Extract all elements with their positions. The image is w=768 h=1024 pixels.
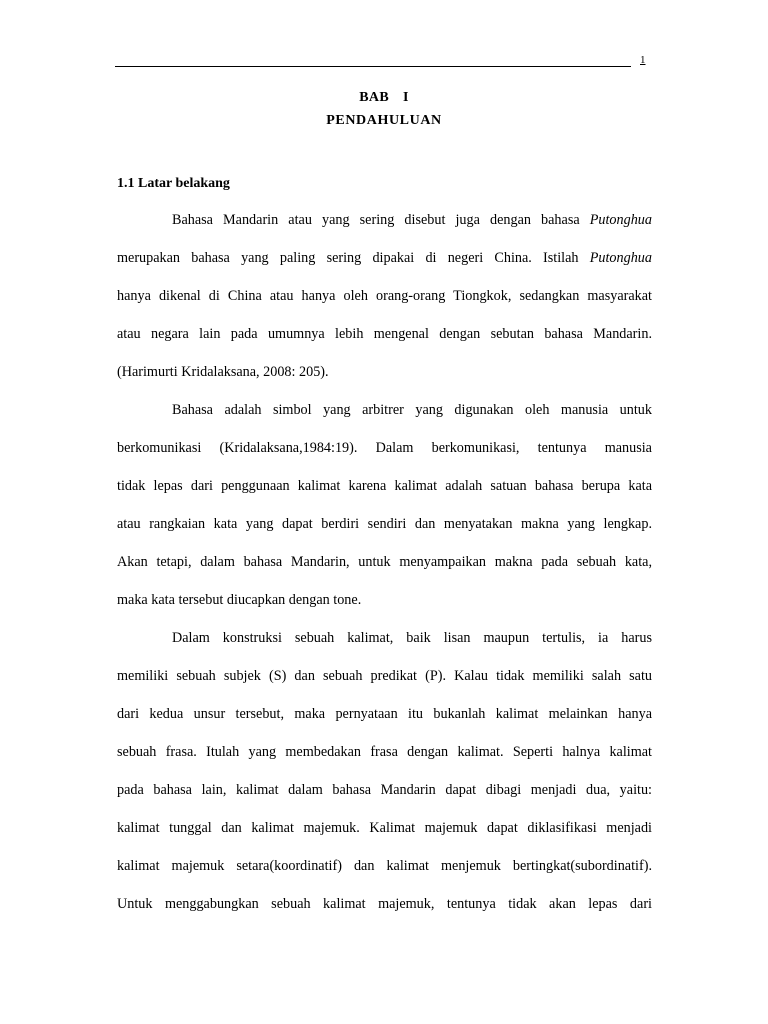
chapter-title: PENDAHULUAN xyxy=(326,113,442,128)
paragraph-line: Untuk menggabungkan sebuah kalimat majemuk, tentunya tidak akan lepas dari xyxy=(117,896,652,912)
paragraph-line xyxy=(117,248,652,268)
italic-term: Putonghua xyxy=(589,250,652,266)
paragraph-line: hanya dikenal di China atau hanya oleh orang-orang Tiongkok, sedangkan masyarakat xyxy=(117,288,652,304)
italic-term: Putonghua xyxy=(589,212,652,228)
text-run: merupakan bahasa yang paling sering dipakai di negeri China. Istilah xyxy=(117,250,590,266)
paragraph-line: sebuah frasa. Itulah yang membedakan frasa dengan kalimat. Seperti halnya kalimat xyxy=(117,744,652,760)
section-heading: 1.1 Latar belakang xyxy=(117,176,230,191)
paragraph-line: atau rangkaian kata yang dapat berdiri sendiri dan menyatakan makna yang lengkap. xyxy=(117,516,652,532)
text-run: Bahasa Mandarin atau yang sering disebut juga dengan bahasa xyxy=(172,212,590,228)
paragraph-line: pada bahasa lain, kalimat dalam bahasa Mandarin dapat dibagi menjadi dua, yaitu: xyxy=(117,782,652,798)
paragraph-line: (Harimurti Kridalaksana, 2008: 205). xyxy=(117,364,329,380)
paragraph-line: Dalam konstruksi sebuah kalimat, baik lisan maupun tertulis, ia harus xyxy=(172,630,652,646)
paragraph-line xyxy=(172,210,652,230)
paragraph-line: berkomunikasi (Kridalaksana,1984:19). Dalam berkomunikasi, tentunya manusia xyxy=(117,440,652,456)
paragraph-line: kalimat majemuk setara(koordinatif) dan kalimat menjemuk bertingkat(subordinatif). xyxy=(117,858,652,874)
paragraph-line: dari kedua unsur tersebut, maka pernyataan itu bukanlah kalimat melainkan hanya xyxy=(117,706,652,722)
paragraph-line: kalimat tunggal dan kalimat majemuk. Kalimat majemuk dapat diklasifikasi menjadi xyxy=(117,820,652,836)
paragraph-line: tidak lepas dari penggunaan kalimat karena kalimat adalah satuan bahasa berupa kata xyxy=(117,478,652,494)
paragraph-line: atau negara lain pada umumnya lebih mengenal dengan sebutan bahasa Mandarin. xyxy=(117,326,652,342)
header-rule xyxy=(115,66,631,67)
chapter-label xyxy=(0,90,768,106)
chapter-word: BAB xyxy=(359,90,389,105)
chapter-number: I xyxy=(402,90,409,105)
paragraph-line: Akan tetapi, dalam bahasa Mandarin, untuk menyampaikan makna pada sebuah kata, xyxy=(117,554,652,570)
paragraph-line: maka kata tersebut diucapkan dengan tone. xyxy=(117,592,362,608)
paragraph-line: Bahasa adalah simbol yang arbitrer yang digunakan oleh manusia untuk xyxy=(172,402,652,418)
page-number: 1 xyxy=(640,54,646,66)
paragraph-line: memiliki sebuah subjek (S) dan sebuah predikat (P). Kalau tidak memiliki salah satu xyxy=(117,668,652,684)
